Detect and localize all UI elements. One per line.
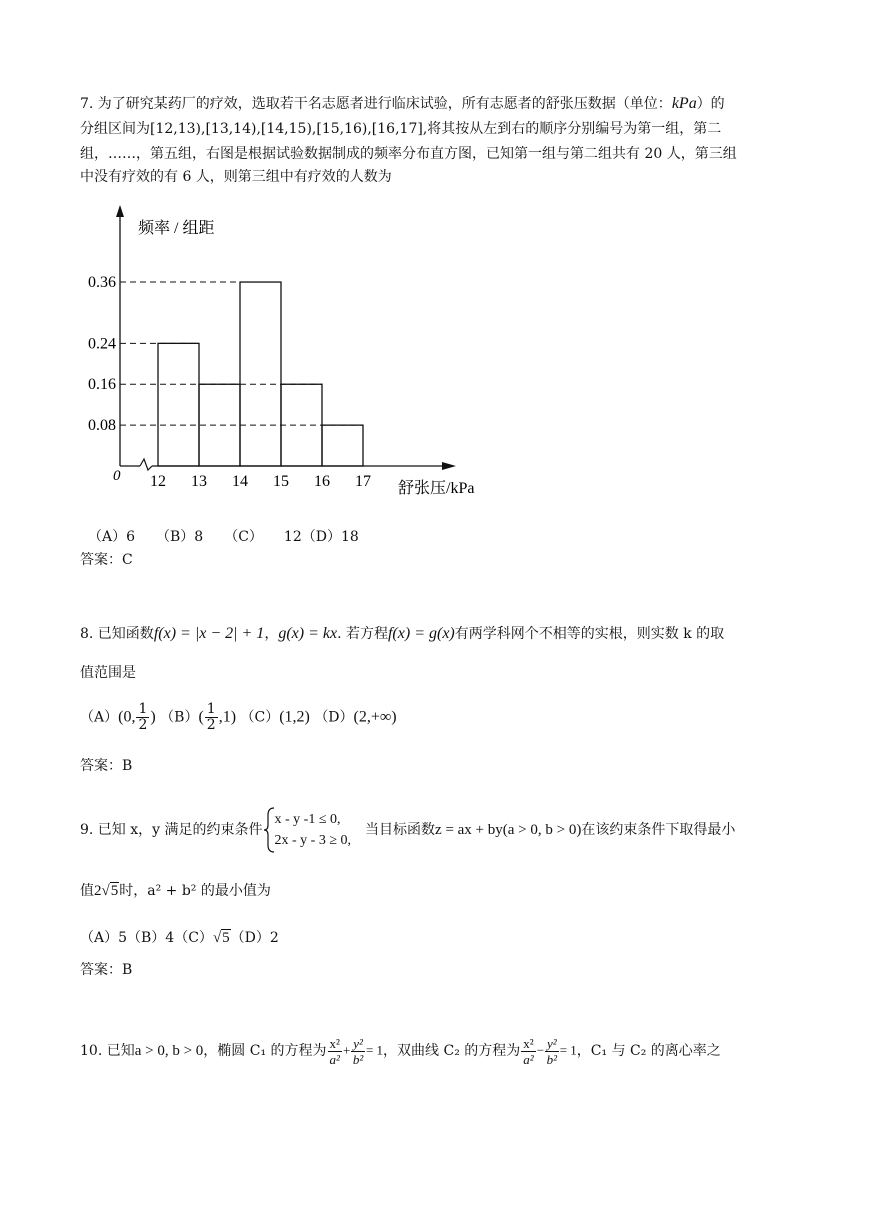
x-axis-arrow-icon xyxy=(442,462,456,470)
x-tick-label: 15 xyxy=(273,473,289,490)
q8-equation: f(x) = g(x) xyxy=(387,625,455,642)
x-tick-label: 13 xyxy=(191,473,207,490)
chart-ticks xyxy=(88,274,371,490)
q7-unit: kPa xyxy=(671,95,697,112)
q9-line1: 9. 已知 x，y 满足的约束条件 x - y -1 ≤ 0, 2x - y - 3 ≥ 0, 当目标函数 z = ax + by(a > 0, b > 0) 在该约束条件下取得最小 xyxy=(80,806,735,854)
y-tick-label: 0.16 xyxy=(88,376,116,394)
q9-objective: z = ax + by(a > 0, b > 0) xyxy=(435,822,582,838)
x-tick-label: 14 xyxy=(232,473,248,490)
histogram-bar xyxy=(158,343,199,466)
histogram-bar xyxy=(322,425,363,466)
x-tick-label: 12 xyxy=(150,473,166,490)
q7-line2: 分组区间为[12,13),[13,14),[14,15),[15,16),[16,17],将其按从左到右的顺序分别编号为第一组，第二 xyxy=(80,121,722,137)
y-tick-label: 0.24 xyxy=(88,335,116,353)
q9-constraint-1: x - y -1 ≤ 0, xyxy=(274,812,341,827)
q8-options: （A）(0, $\frac{1}{2}$ ) （B）( $\frac{1}{2}$ ,1) （C）(1,2) （D）(2,+∞) xyxy=(80,701,397,733)
y-tick-label: 0.08 xyxy=(88,417,116,435)
y-tick-label: 0.36 xyxy=(88,274,116,292)
histogram-chart xyxy=(80,195,500,500)
chart-ylabel: 频率 / 组距 xyxy=(138,220,215,237)
q9-option-c-value: √5 xyxy=(212,930,230,946)
q7-line3: 组，……，第五组，右图是根据试验数据制成的频率分布直方图，已知第一组与第二组共有 20 人，第三组 xyxy=(80,146,737,162)
q9-options: （A）5（B）4（C）√5（D）2 xyxy=(80,930,279,946)
q7-line1: 7. 为了研究某药厂的疗效，选取若干名志愿者进行临床试验，所有志愿者的舒张压数据（单位：kPa）的 xyxy=(80,95,725,112)
q10-hyperbola-equation: $\frac{\text{x²}}{\text{a²}}$ − $\frac{\text{y²}}{\text{b²}}$ = 1 xyxy=(523,1035,577,1067)
q7-options: （A）6 （B）8 （C） 12（D）18 xyxy=(88,529,359,545)
q7-line4: 中没有疗效的有 6 人，则第三组中有疗效的人数为 xyxy=(80,169,392,185)
x-tick-label: 17 xyxy=(355,473,371,490)
q9-min-value: 2√5 xyxy=(94,883,119,899)
q8-option-a-fraction: $\frac{1}{2}$ xyxy=(138,701,148,733)
q10-ellipse-equation: $\frac{\text{x²}}{\text{a²}}$ + $\frac{\text{y²}}{\text{b²}}$ = 1 xyxy=(329,1035,384,1067)
q8-f-def: f(x) = |x − 2| + 1 xyxy=(153,625,265,642)
q9-constraint-system xyxy=(263,807,352,853)
q8-g-def: g(x) = kx xyxy=(278,625,338,642)
chart-origin-label: 0 xyxy=(113,468,121,484)
x-tick-label: 16 xyxy=(314,473,330,490)
q9-answer: 答案：B xyxy=(80,962,133,978)
left-brace-icon xyxy=(263,807,275,853)
axis-break-icon xyxy=(140,459,152,470)
q8-line1: 8. 已知函数f(x) = |x − 2| + 1，g(x) = kx. 若方程f(x) = g(x)有两学科网个不相等的实根，则实数 k 的取 xyxy=(80,625,725,642)
q8-answer: 答案：B xyxy=(80,758,133,774)
chart-axes xyxy=(116,205,456,470)
chart-xlabel: 舒张压/kPa xyxy=(398,480,475,497)
y-axis-arrow-icon xyxy=(116,205,124,217)
q7-answer: 答案：C xyxy=(80,552,133,568)
chart-bars xyxy=(158,282,363,466)
q9-line2: 值2√5时，a² + b² 的最小值为 xyxy=(80,883,271,899)
chart-reference-lines xyxy=(120,282,363,425)
histogram-bar xyxy=(240,282,281,466)
q8-option-b-fraction: $\frac{1}{2}$ xyxy=(206,701,216,733)
q8-line2: 值范围是 xyxy=(80,665,136,681)
q10-line1: 10. 已知 a > 0, b > 0 ，椭圆 C₁ 的方程为 $\frac{\text{x²}}{\text{a²}}$ + $\frac{\text{y²}}{\text{b²}}$ = 1 ，双曲线 C₂ 的方程为 $\frac{\text{x²}}{\text{a²}}$ − $\frac{\text{y²}}{\text{b²}}$ = 1 ，C₁ 与 C₂ 的离心率之 xyxy=(80,1035,721,1067)
q9-constraint-2: 2x - y - 3 ≥ 0, xyxy=(274,833,352,848)
q10-condition: a > 0, b > 0 xyxy=(134,1043,204,1059)
